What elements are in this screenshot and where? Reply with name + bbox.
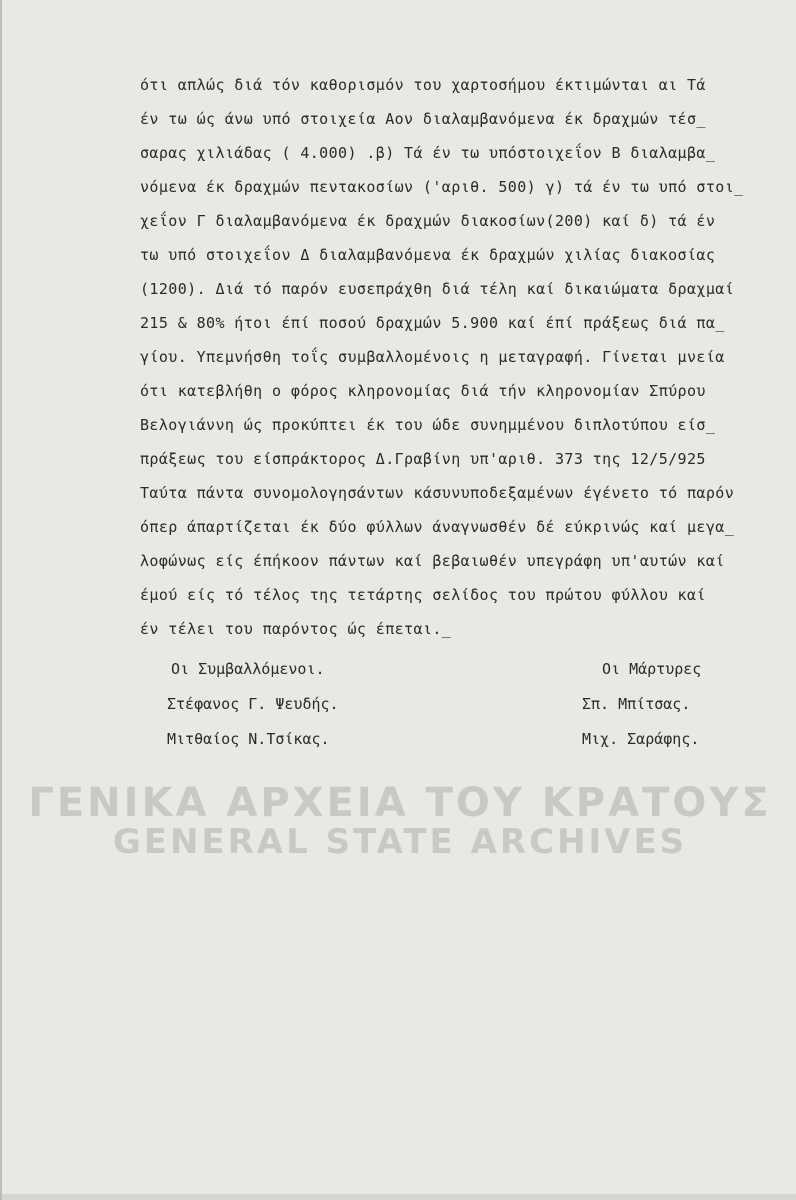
contracting-parties-signatures <box>167 652 339 757</box>
text-line: γίου. Υπεμνήσθη τοΐς συμβαλλομένοις η μεταγραφή. Γίνεται μνεία <box>140 348 725 366</box>
text-line: (1200). Διά τό παρόν ευσεπράχθη διά τέλη καί δικαιώματα δραχμαί <box>140 280 735 298</box>
contracting-parties-heading: Οι Συμβαλλόμενοι. <box>171 660 325 678</box>
witness-name: Μιχ. Σαράφης. <box>582 730 700 748</box>
archive-watermark-greek: ΓΕΝΙΚΑ ΑΡΧΕΙΑ ΤΟΥ ΚΡΑΤΟΥΣ <box>28 780 772 826</box>
archive-watermark-english: GENERAL STATE ARCHIVES <box>112 822 688 862</box>
text-line: σαρας χιλιάδας ( 4.000) .β) Τά έν τω υπόστοιχεΐον Β διαλαμβα_ <box>140 144 716 162</box>
text-line: λοφώνως είς έπήκοον πάντων καί βεβαιωθέν υπεγράφη υπ'αυτών καί <box>140 552 725 570</box>
text-line: νόμενα έκ δραχμών πεντακοσίων ('αριθ. 500) γ) τά έν τω υπό στοι_ <box>140 178 744 196</box>
text-line: 215 & 80% ήτοι έπί ποσού δραχμών 5.900 καί έπί πράξεως διά πα_ <box>140 314 725 332</box>
text-line: Βελογιάννη ώς προκύπτει έκ του ώδε συνημμένου διπλοτύπου είσ_ <box>140 416 716 434</box>
text-line: ότι κατεβλήθη ο φόρος κληρονομίας διά τήν κληρονομίαν Σπύρου <box>140 382 706 400</box>
witness-name: Σπ. Μπίτσας. <box>582 695 691 713</box>
text-line: ότι απλώς διά τόν καθορισμόν του χαρτοσήμου έκτιμώνται αι Τά <box>140 76 706 94</box>
text-line: Ταύτα πάντα συνομολογησάντων κάσυνυποδεξαμένων έγένετο τό παρόν <box>140 484 735 502</box>
text-line: χεΐον Γ διαλαμβανόμενα έκ δραχμών διακοσίων(200) καί δ) τά έν <box>140 212 716 230</box>
text-line: πράξεως του είσπράκτορος Δ.Γραβίνη υπ'αριθ. 373 της 12/5/925 <box>140 450 706 468</box>
scan-edge <box>2 1194 796 1200</box>
signatory-name: Μιτθαίος Ν.Τσίκας. <box>167 730 330 748</box>
witnesses-heading: Οι Μάρτυρες <box>602 660 702 678</box>
text-line: όπερ άπαρτίζεται έκ δύο φύλλων άναγνωσθέν δέ εύκρινώς καί μεγα_ <box>140 518 735 536</box>
document-body <box>140 68 770 646</box>
signatory-name: Στέφανος Γ. Ψευδής. <box>167 695 339 713</box>
text-line: τω υπό στοιχεΐον Δ διαλαμβανόμενα έκ δραχμών χιλίας διακοσίας <box>140 246 716 264</box>
text-line: έμού είς τό τέλος της τετάρτης σελίδος του πρώτου φύλλου καί <box>140 586 706 604</box>
text-line: έν τω ώς άνω υπό στοιχεία Αον διαλαμβανόμενα έκ δραχμών τέσ_ <box>140 110 706 128</box>
witnesses-signatures <box>582 652 701 757</box>
text-line: έν τέλει του παρόντος ώς έπεται._ <box>140 620 452 638</box>
